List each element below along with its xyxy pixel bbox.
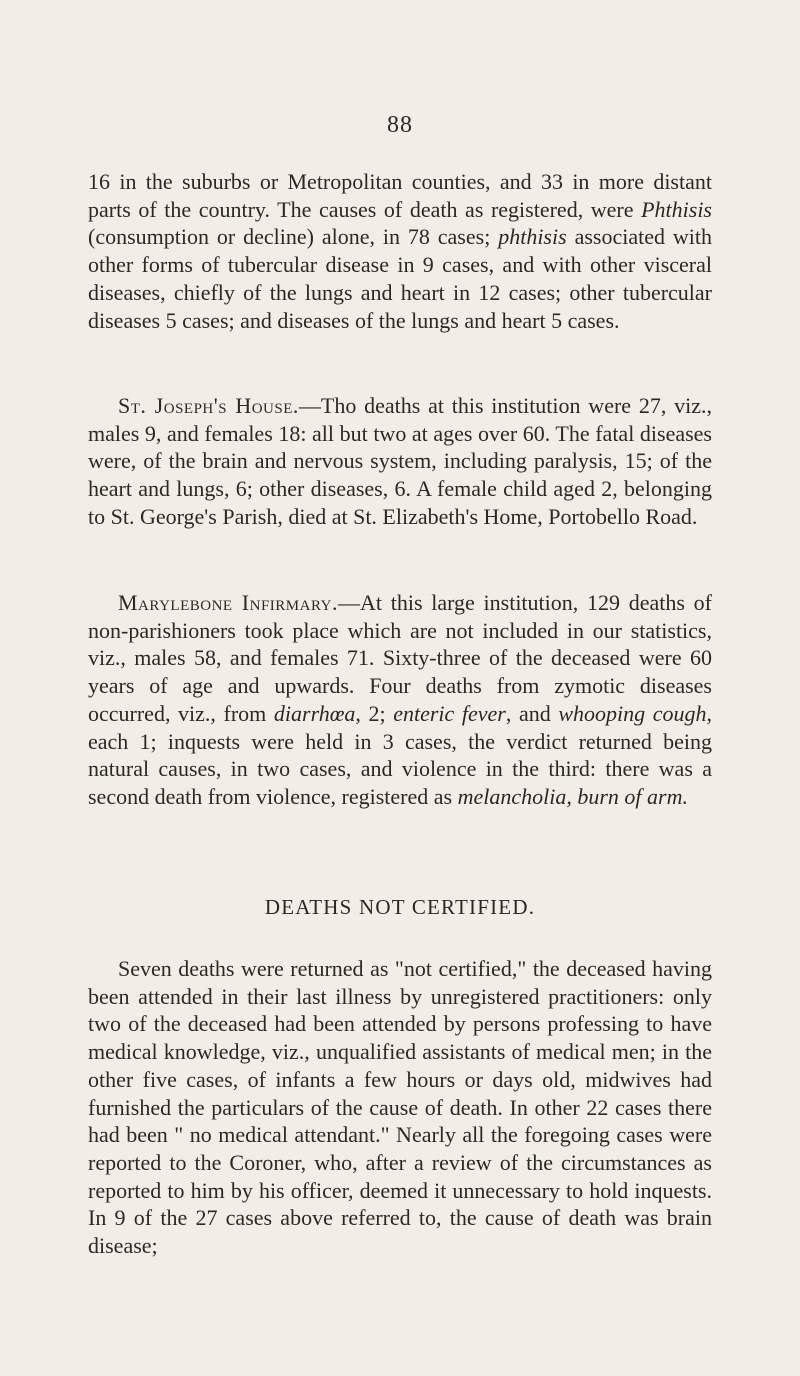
italic-term-diarrhoea: diarrhœa xyxy=(273,700,356,726)
italic-term-phthisis: phthisis xyxy=(498,224,567,250)
text-run: —At this large institution, 129 deaths of non-parishioners took place which are not included in our statistics, viz., males 58, and females 71. Sixty-three of the deceased were 60 years of age and upwards. Four deaths from zymotic diseases occurred, viz., from xyxy=(88,590,712,726)
paragraph-text xyxy=(88,392,712,531)
section-heading-deaths-not-certified: DEATHS NOT CERTIFIED. xyxy=(264,895,536,919)
paragraph-text xyxy=(88,168,712,334)
text-run: —Tho deaths at this institution were 27, viz., males 9, and females 18: all but two at ages over 60. The fatal diseases were, of the brain and nervous system, including paralysis, 15; of the heart and lungs, 6; other diseases, 6. A female child aged 2, belonging to St. George's Parish, died at St. Elizabeth's Home, Portobello Road. xyxy=(88,393,712,529)
paragraph-text: Seven deaths were returned as "not certified," the deceased having been attended in their last illness by unregistered practitioners: only two of the deceased had been attended by persons professing to have medical knowledge, viz., unqualified assistants of medical men; in the other five cases, of infants a few hours or days old, midwives had furnished the particulars of the cause of death. In other 22 cases there had been " no medical attendant." Nearly all the foregoing cases were reported to the Coroner, who, after a review of the circumstances as reported to him by his officer, deemed it unnecessary to hold inquests. In 9 of the 27 cases above referred to, the cause of death was brain disease; xyxy=(88,956,712,1259)
paragraph-text xyxy=(88,589,712,811)
italic-term-melancholia: melancholia, burn of arm. xyxy=(457,783,688,809)
text-run: , 2; xyxy=(355,700,394,726)
text-run: (consumption or decline) alone, in 78 cases; xyxy=(88,224,499,250)
paragraph-heading: Marylebone Infirmary. xyxy=(118,590,338,615)
paragraph-causes-of-death xyxy=(88,168,712,334)
text-run: , and xyxy=(505,700,559,726)
paragraph-heading: St. Joseph's House. xyxy=(118,393,299,418)
paragraph-deaths-not-certified xyxy=(88,955,712,1260)
page-number: 88 xyxy=(387,112,413,138)
text-run: associated with other forms of tubercular disease in 9 cases, and with other visceral diseases, chiefly of the lungs and heart in 12 cases; other tubercular diseases 5 cases; and diseases of the lungs and heart 5 cases. xyxy=(88,224,712,333)
paragraph-st-josephs-house xyxy=(88,392,712,531)
paragraph-marylebone-infirmary xyxy=(88,589,712,811)
italic-term-phthisis: Phthisis xyxy=(641,196,712,222)
text-run: 16 in the suburbs or Metropolitan counties, and 33 in more distant parts of the country. The causes of death as registered, were xyxy=(88,169,712,222)
italic-term-enteric-fever: enteric fever xyxy=(393,700,506,726)
italic-term-whooping-cough: whooping cough xyxy=(558,700,707,726)
text-run: , each 1; inquests were held in 3 cases, the verdict returned being natural causes, in two cases, and violence in the third: there was a second death from violence, registered as xyxy=(88,700,712,809)
